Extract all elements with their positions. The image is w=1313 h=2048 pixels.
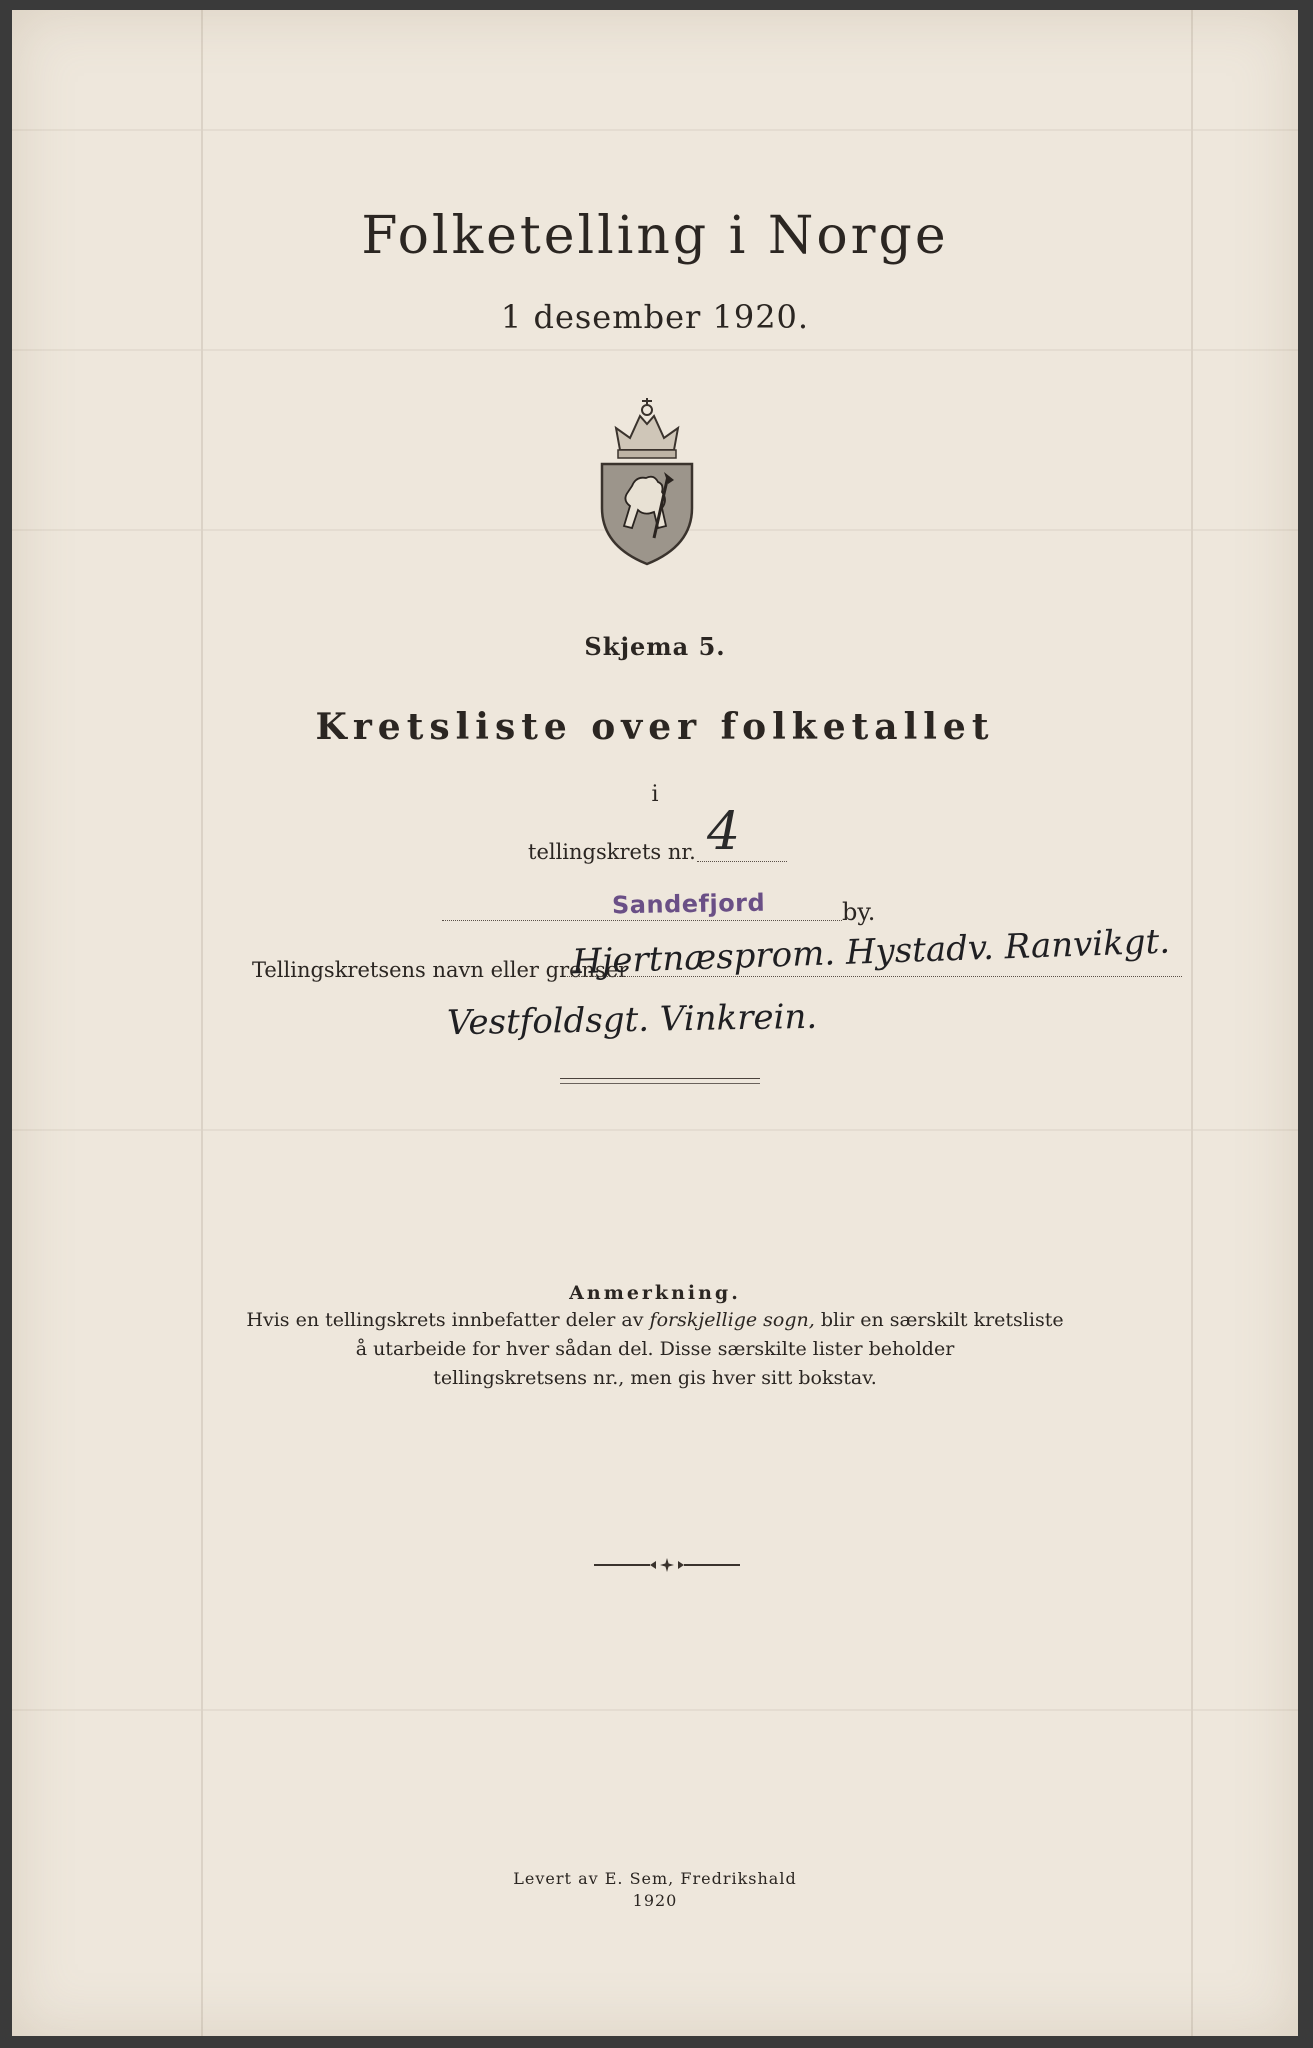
printer-imprint (12, 1868, 1298, 1912)
note-heading: Anmerkning. (569, 1282, 741, 1304)
ornament-divider-icon (592, 1555, 742, 1575)
note-body (12, 1306, 1298, 1393)
note-line-1: Hvis en tellingskrets innbefatter deler av forskjellige sogn, blir en særskilt kretsliste (246, 1309, 1064, 1331)
norwegian-lion-crest-icon (592, 388, 702, 568)
city-stamp: Sandefjord (611, 888, 766, 920)
boundaries-label: Tellingskretsens navn eller grenser (252, 958, 629, 982)
printer-name: Levert av E. Sem, Fredrikshald (513, 1869, 797, 1888)
document-title: Folketelling i Norge (361, 206, 949, 266)
boundaries-handwritten-line-2: Vestfoldsgt. Vinkrein. (446, 996, 818, 1044)
form-heading: Kretsliste over folketallet (315, 706, 995, 748)
connector-word: i (651, 782, 659, 807)
city-underline (442, 920, 842, 921)
boundaries-handwritten-line-1: Hjertnæsprom. Hystadv. Ranvikgt. (571, 921, 1171, 983)
note-line-2: å utarbeide for hver sådan del. Disse særskilte lister beholder (355, 1338, 955, 1360)
form-number: Skjema 5. (584, 632, 726, 661)
krets-number-value: 4 (707, 802, 741, 862)
printer-year: 1920 (632, 1891, 678, 1910)
double-rule-divider (560, 1078, 760, 1084)
census-form-page (12, 10, 1298, 2036)
krets-number-label: tellingskrets nr. (528, 840, 696, 864)
city-suffix: by. (842, 898, 876, 926)
census-date: 1 desember 1920. (500, 298, 810, 336)
note-line-3: tellingskretsens nr., men gis hver sitt bokstav. (433, 1367, 877, 1389)
